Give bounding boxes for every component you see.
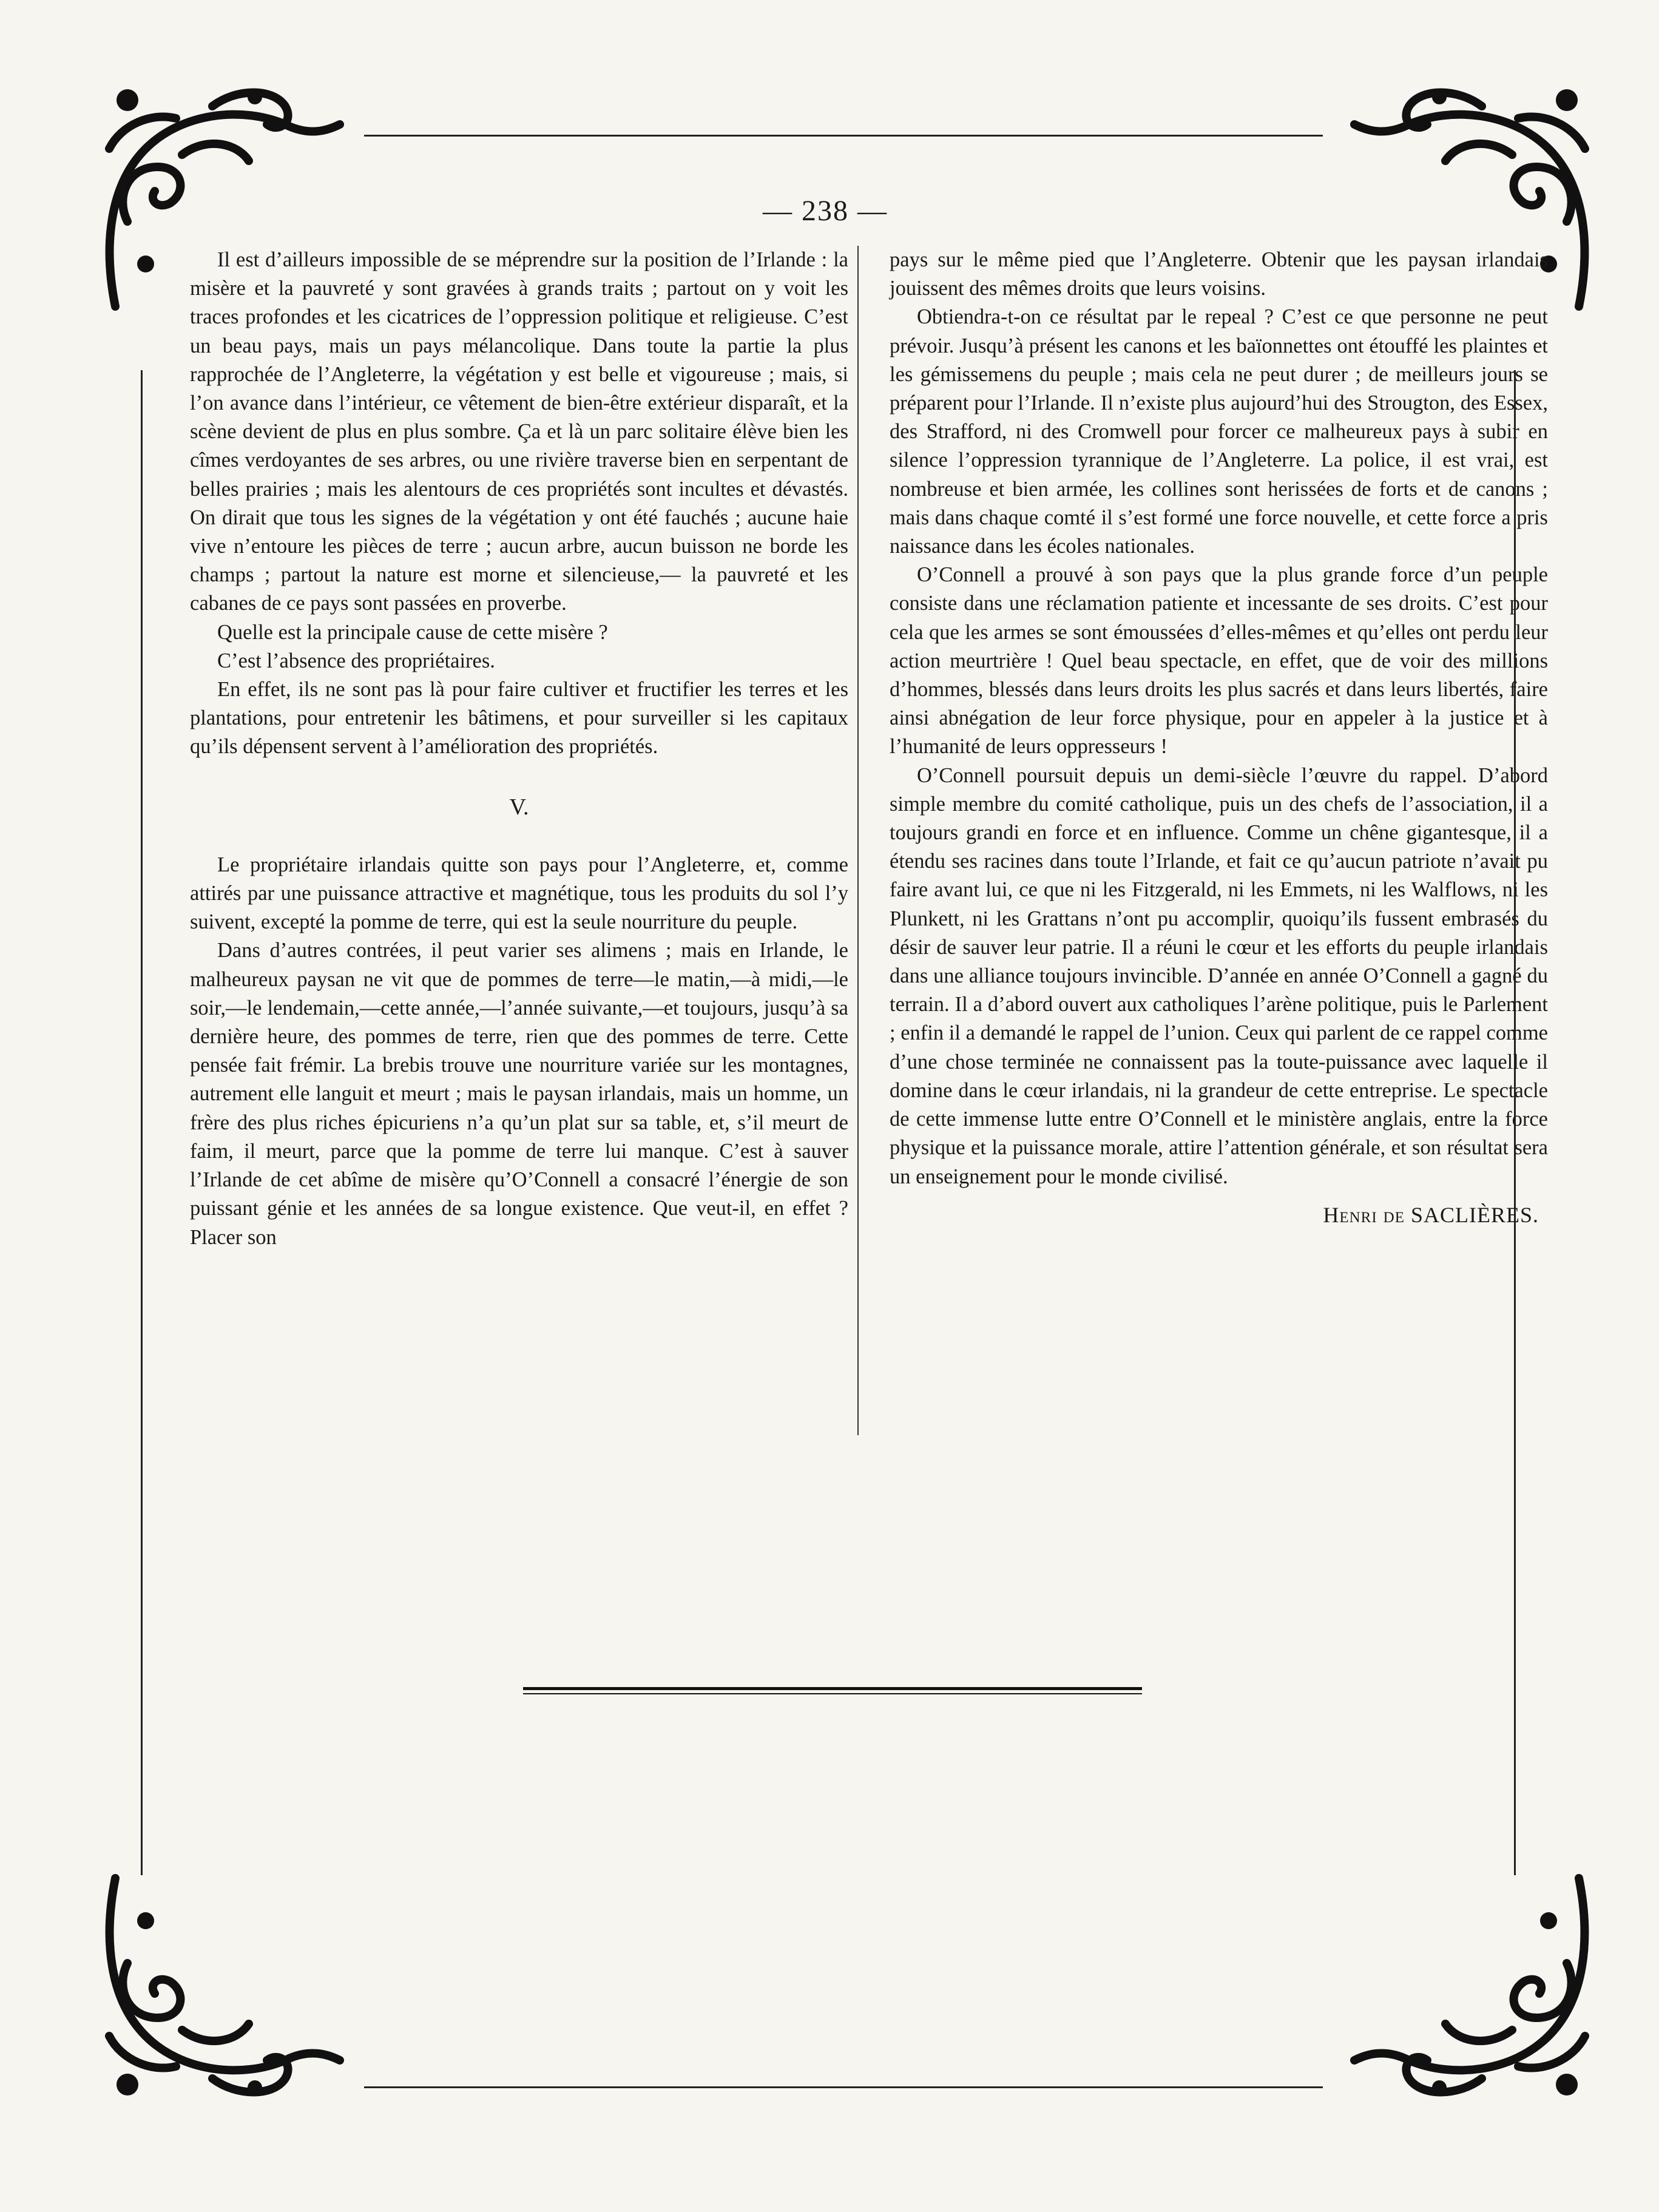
- corner-ornament-bottom-left: [91, 1866, 346, 2121]
- frame-bottom-border: [364, 2086, 1323, 2088]
- paragraph: Le propriétaire irlandais quitte son pays pour l’Angleterre, et, comme attirés par une puissance attractive et magnétique, tous les produits du sol l’y suivent, excepté la pomme de terre, qui est la seule nourriture du peuple.: [190, 853, 848, 934]
- left-column: [190, 246, 848, 1252]
- paragraph: Dans d’autres contrées, il peut varier ses alimens ; mais en Irlande, le malheureux paysan ne vit que de pommes de terre—le matin,—à midi,—le soir,—le lendemain,—cette année,—l’année suivante,—et toujours, jusqu’à sa dernière heure, des pommes de terre, rien que des pommes de terre. Cette pensée fait frémir. La brebis trouve une nourriture variée sur les montagnes, autrement elle languit et meurt ; mais le paysan irlandais, mais un homme, un frère des plus riches épicuriens n’a qu’un plat sur sa table, et, s’il meurt de faim, il meurt, parce que la pomme de terre lui manque. C’est à sauver l’Irlande de cet abîme de misère qu’O’Connell a consacré l’énergie de son puissant génie et les années de sa longue existence. Que veut-il, en effet ? Placer son: [190, 939, 848, 1249]
- page-number: — 238 —: [763, 195, 888, 227]
- end-rule: [523, 1687, 1142, 1690]
- paragraph: Obtiendra-t-on ce résultat par le repeal ? C’est ce que personne ne peut prévoir. Jusqu’à présent les canons et les baïonnettes ont étouffé les plaintes et les gémissemens du peuple ; mais cela ne peut durer ; de meilleurs jours se préparent pour l’Irlande. Il n’existe plus aujourd’hui des Strougton, des Essex, des Strafford, ni des Cromwell pour forcer ce malheureux pays à subir en silence l’oppression tyrannique de l’Angleterre. La police, il est vrai, est nombreuse et bien armée, les collines sont herissées de forts et de canons ; mais dans chaque comté il s’est formé une force nouvelle, et cette force a pris naissance dans les écoles nationales.: [890, 305, 1548, 558]
- right-column: [890, 246, 1548, 1229]
- frame-left-border: [141, 370, 143, 1875]
- section-heading: V.: [509, 794, 529, 820]
- paragraph: En effet, ils ne sont pas là pour faire cultiver et fructifier les terres et les plantations, pour entretenir les bâtimens, et pour surveiller si les capitaux qu’ils dépensent servent à l’amélioration des propriétés.: [190, 678, 848, 759]
- paragraph: O’Connell a prouvé à son pays que la plus grande force d’un peuple consiste dans une réclamation patiente et incessante de ses droits. C’est pour cela que les armes se sont émoussées d’elles-mêmes et qu’elles ont perdu leur action meurtrière ! Quel beau spectacle, en effet, que de voir des millions d’hommes, blessés dans leurs droits les plus sacrés et dans leurs libertés, faire ainsi abnégation de leur force physique, pour en appeler à la justice et à l’humanité de leurs oppresseurs !: [890, 563, 1548, 759]
- paragraph-continuation: pays sur le même pied que l’Angleterre. Obtenir que les paysan irlandais jouissent des mêmes droits que leurs voisins.: [890, 248, 1548, 300]
- column-divider: [857, 246, 859, 1435]
- paragraph: O’Connell poursuit depuis un demi-siècle l’œuvre du rappel. D’abord simple membre du comité catholique, puis un des chefs de l’association, il a toujours grandi en force et en influence. Comme un chêne gigantesque, il a étendu ses racines dans toute l’Irlande, et fait ce qu’aucun patriote n’avait pu faire avant lui, ce que ni les Fitzgerald, ni les Emmets, ni les Walflows, ni les Plunkett, ni les Grattans n’ont pu accomplir, quoiqu’ils fussent embrasés du désir de sauver leur patrie. Il a réuni le cœur et les efforts du peuple irlandais dans une alliance toujours invincible. D’année en année O’Connell a gagné du terrain. Il a d’abord ouvert aux catholiques l’arène politique, puis le Parlement ; enfin il a demandé le rappel de l’union. Ceux qui parlent de ce rappel comme d’une chose terminée ne connaissent pas la toute-puissance avec laquelle il domine dans le cœur irlandais, ni la grandeur de cette entreprise. Le spectacle de cette immense lutte entre O’Connell et le ministère anglais, entre la force physique et la puissance morale, attire l’attention générale, et son résultat sera un enseignement pour le monde civilisé.: [890, 763, 1548, 1188]
- paragraph: C’est l’absence des propriétaires.: [217, 649, 495, 672]
- end-rule-thin: [523, 1693, 1142, 1694]
- frame-top-border: [364, 135, 1323, 137]
- paragraph: Il est d’ailleurs impossible de se méprendre sur la position de l’Irlande : la misère et la pauvreté y sont gravées à grands traits ; partout on y voit les traces profondes et les cicatrices de l’oppression politique et religieuse. C’est un beau pays, mais un pays mélancolique. Dans toute la partie la plus rapprochée de l’Angleterre, la végétation y est belle et vigoureuse ; mais, si l’on avance dans l’intérieur, ce vêtement de bien-être extérieur disparaît, et la scène devient de plus en plus sombre. Ça et là un parc solitaire élève bien les cîmes verdoyantes de ses arbres, ou une rivière traverse bien en serpentant de belles prairies ; mais les alentours de ces propriétés sont incultes et dévastés. On dirait que tous les signes de la végétation y ont été fauchés ; aucune haie vive n’entoure les pièces de terre ; aucun arbre, aucun buisson ne borde les champs ; partout la nature est morne et silencieuse,— la pauvreté et les cabanes de ce pays sont passées en proverbe.: [190, 248, 848, 615]
- paragraph: Quelle est la principale cause de cette misère ?: [217, 620, 608, 644]
- corner-ornament-bottom-right: [1348, 1866, 1603, 2121]
- author-signature: Henri de SACLIÈRES.: [1323, 1202, 1539, 1227]
